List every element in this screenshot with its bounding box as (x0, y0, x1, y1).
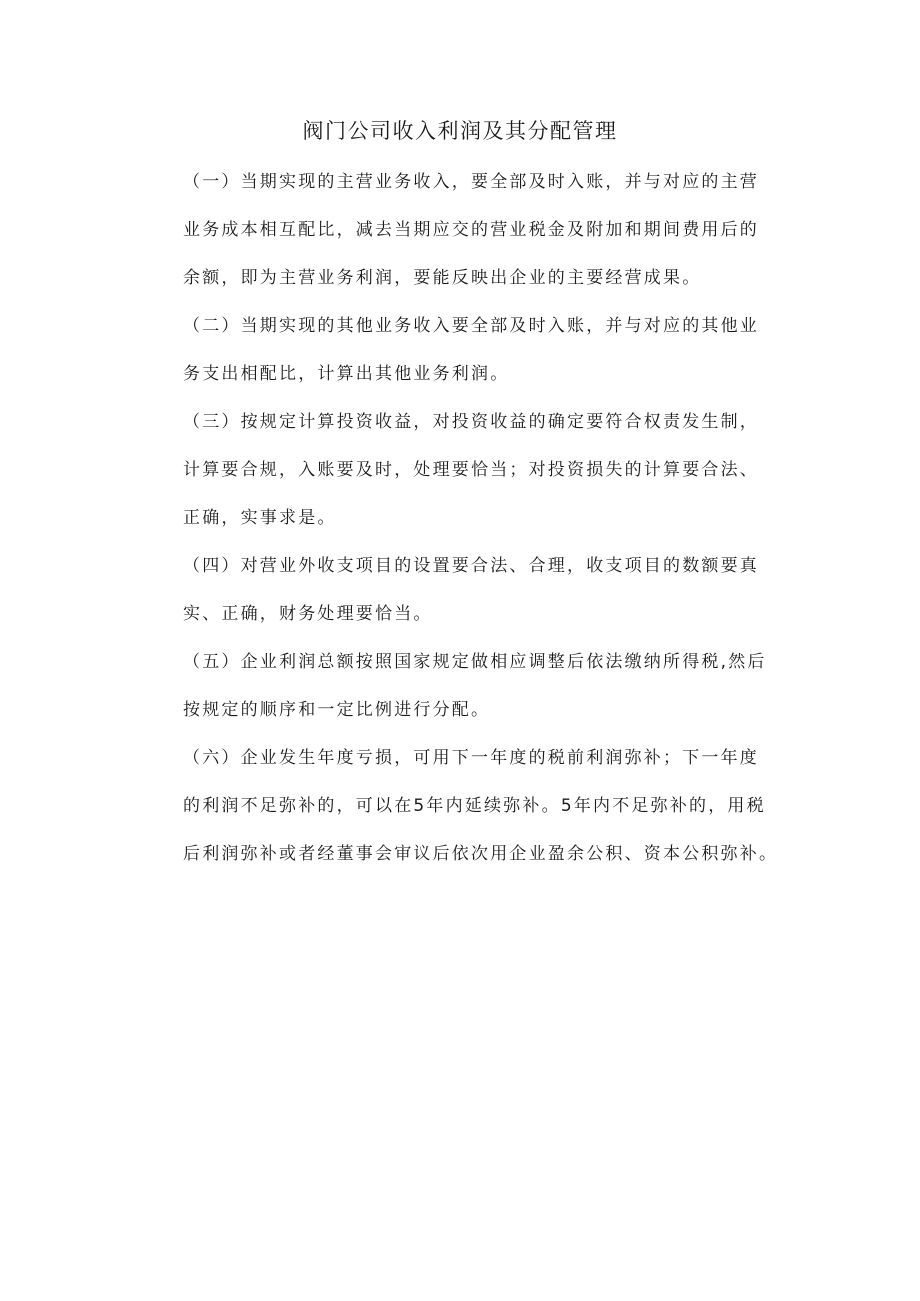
text-line: （六）企业发生年度亏损，可用下一年度的税前利润弥补；下一年度 (183, 748, 759, 768)
text-line: 按规定的顺序和一定比例进行分配。 (183, 700, 491, 720)
paragraph-1 (183, 166, 803, 310)
text-line: 务支出相配比，计算出其他业务利润。 (183, 364, 510, 384)
text-line: 计算要合规，入账要及时，处理要恰当；对投资损失的计算要合法、 (183, 460, 759, 480)
text-line: 实、正确，财务处理要恰当。 (183, 604, 433, 624)
text-line: 后利润弥补或者经董事会审议后依次用企业盈余公积、资本公积弥补。 (183, 844, 779, 864)
document-title: 阀门公司收入利润及其分配管理 (302, 119, 618, 143)
paragraph-5 (183, 646, 803, 742)
document-body (183, 166, 803, 886)
text-line: 的利润不足弥补的，可以在5年内延续弥补。5年内不足弥补的，用税 (183, 796, 766, 816)
paragraph-2 (183, 310, 803, 406)
paragraph-6 (183, 742, 803, 886)
text-line: 业务成本相互配比，减去当期应交的营业税金及附加和期间费用后的 (183, 220, 759, 240)
paragraph-4 (183, 550, 803, 646)
text-line: （四）对营业外收支项目的设置要合法、合理，收支项目的数额要真 (183, 556, 759, 576)
text-line: （三）按规定计算投资收益，对投资收益的确定要符合权责发生制， (183, 412, 759, 432)
paragraph-3 (183, 406, 803, 550)
text-line: 正确，实事求是。 (183, 508, 337, 528)
text-line: （五）企业利润总额按照国家规定做相应调整后依法缴纳所得税,然后 (183, 652, 767, 672)
text-line: （一）当期实现的主营业务收入，要全部及时入账，并与对应的主营 (183, 172, 759, 192)
text-line: 余额，即为主营业务利润，要能反映出企业的主要经营成果。 (183, 268, 702, 288)
text-line: （二）当期实现的其他业务收入要全部及时入账，并与对应的其他业 (183, 316, 759, 336)
